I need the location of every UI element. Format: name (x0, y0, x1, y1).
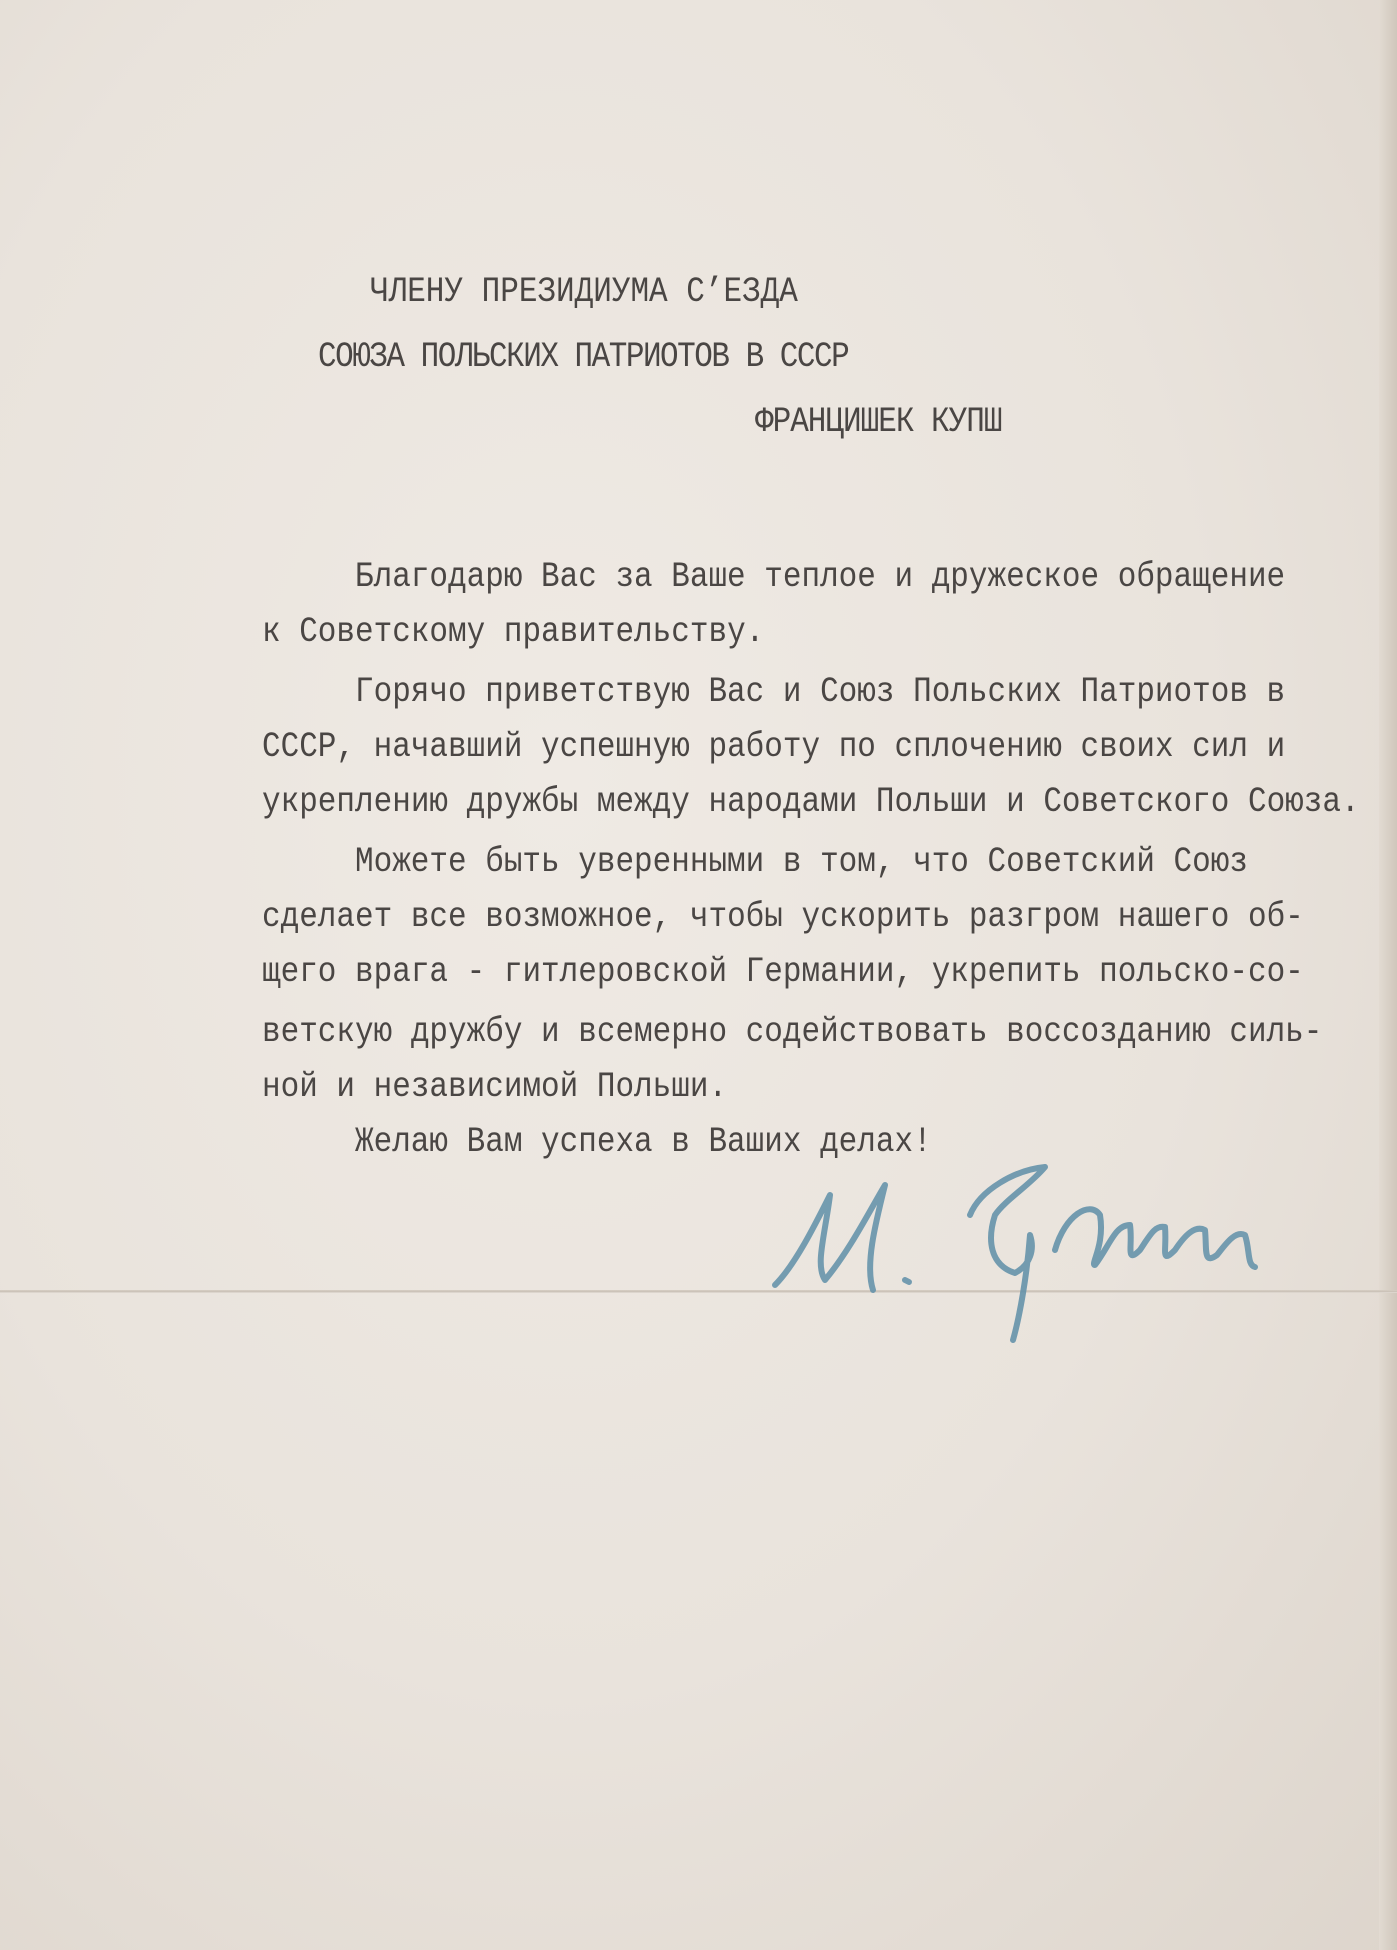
body-line: Горячо приветствую Вас и Союз Польских Патриотов в (355, 672, 1286, 713)
body-line: к Советскому правительству. (262, 612, 765, 653)
body-line: ветскую дружбу и всемерно содействовать воссозданию силь- (262, 1012, 1323, 1053)
body-line: Можете быть уверенными в том, что Советский Союз (355, 842, 1248, 883)
handwritten-signature (755, 1155, 1295, 1345)
body-line: СССР, начавший успешную работу по сплочению своих сил и (262, 727, 1286, 768)
body-line: укреплению дружбы между народами Польши и Советского Союза. (262, 782, 1360, 823)
addressee-name: ФРАНЦИШЕК КУПШ (755, 402, 1002, 443)
address-line: СОЮЗА ПОЛЬСКИХ ПАТРИОТОВ В СССР (318, 337, 849, 378)
paper-edge (1379, 0, 1397, 1950)
body-line: ной и независимой Польши. (262, 1067, 728, 1108)
body-line: Благодарю Вас за Ваше теплое и дружеское обращение (355, 557, 1286, 598)
address-line: ЧЛЕНУ ПРЕЗИДИУМА С’ЕЗДА (370, 272, 798, 313)
body-line: Желаю Вам успеха в Ваших делах! (355, 1122, 932, 1163)
body-line: щего врага - гитлеровской Германии, укрепить польско-со- (262, 952, 1304, 993)
body-line: сделает все возможное, чтобы ускорить разгром нашего об- (262, 897, 1304, 938)
